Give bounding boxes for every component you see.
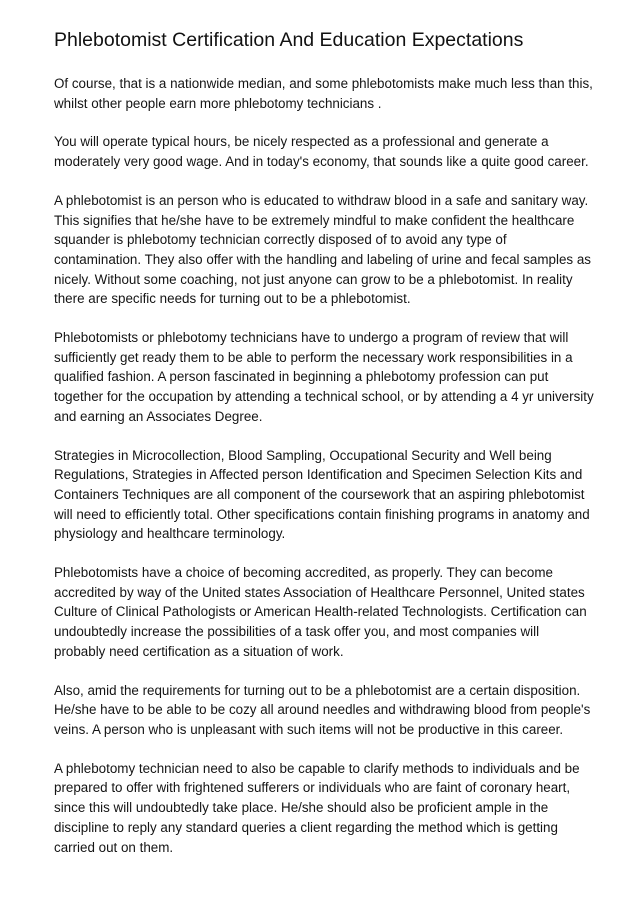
paragraph-median-income: Of course, that is a nationwide median, and some phlebotomists make much less than this, whilst other people earn more phlebotomy technicians .	[54, 76, 593, 111]
paragraph-program-of-review: Phlebotomists or phlebotomy technicians have to undergo a program of review that will sufficiently get ready them to be able to perform the necessary work responsibilities in a qualified fashion. A person fascinated in beginning a phlebotomy profession can put together for the occupation by attending a technical school, or by attending a 4 yr university and earning an Associates Degree.	[54, 330, 594, 424]
paragraph-disposition: Also, amid the requirements for turning out to be a phlebotomist are a certain disposition. He/she have to be able to be cozy all around needles and withdrawing blood from people's veins. A person who is unpleasant with such items will not be productive in this career.	[54, 682, 591, 737]
paragraph-coursework: Strategies in Microcollection, Blood Sampling, Occupational Security and Well being Regulations, Strategies in Affected person Identification and Specimen Selection Kits and Containers Techniques are all component of the coursework that an aspiring phlebotomist will need to efficiently total. Other specifications contain finishing programs in anatomy and physiology and healthcare terminology.	[54, 447, 590, 542]
page-title: Phlebotomist Certification And Education Expectations	[54, 29, 524, 51]
paragraph-patient-communication: A phlebotomy technician need to also be capable to clarify methods to individuals and be prepared to offer with frightened sufferers or individuals who are faint of coronary heart, since this will undoubtedly take place. He/she should also be proficient ample in the discipline to reply any standard queries a client regarding the method which is getting carried out on them.	[54, 760, 580, 855]
paragraph-accreditation: Phlebotomists have a choice of becoming accredited, as properly. They can become accredited by way of the United states Association of Healthcare Personnel, United states Culture of Clinical Pathologists or American Health-related Technologists. Certification can undoubtedly increase the possibilities of a task offer you, and most companies will probably need certification as a situation of work.	[54, 565, 587, 659]
paragraph-typical-hours: You will operate typical hours, be nicely respected as a professional and generate a moderately very good wage. And in today's economy, that sounds like a quite good career.	[54, 134, 589, 170]
document-page	[54, 28, 594, 876]
paragraph-phlebotomist-definition: A phlebotomist is an person who is educated to withdraw blood in a safe and sanitary way. This signifies that he/she have to be extremely mindful to make confident the healthcare squander is phlebotomy technician correctly disposed of to avoid any type of contamination. They also offer with the handling and labeling of urine and fecal samples as nicely. Without some coaching, not just anyone can grow to be a phlebotomist. In reality there are specific needs for turning out to be a phlebotomist.	[54, 192, 591, 307]
